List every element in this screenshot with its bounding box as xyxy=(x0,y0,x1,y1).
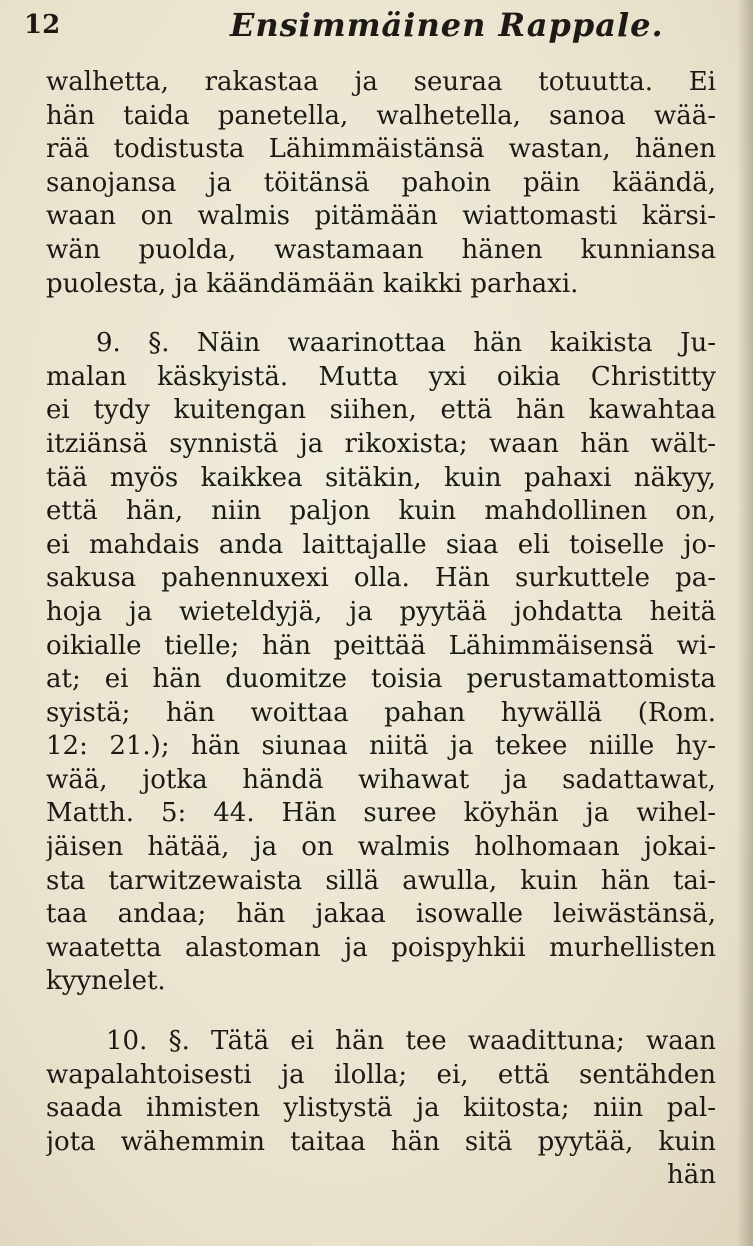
running-head: Ensimmäinen Rappale. xyxy=(230,6,664,44)
section-10-start: 10. §. Tätä ei hän tee waadittuna; waan xyxy=(106,1026,716,1057)
page-edge-shadow xyxy=(737,0,753,1246)
text-line: wapalahtoisesti ja ilolla; ei, että sentähden xyxy=(46,1059,716,1090)
text-line: hoja ja wieteldyjä, ja pyytää johdatta heitä xyxy=(46,596,716,627)
text-line: sakusa pahennuxexi olla. Hän surkuttele pa- xyxy=(46,563,716,594)
page-number: 12 xyxy=(24,10,61,40)
text-line: wää, jotka händä wihawat ja sadattawat, xyxy=(46,764,716,795)
text-line: malan käskyistä. Mutta yxi oikia Christitty xyxy=(46,361,716,392)
text-line: Matth. 5: 44. Hän suree köyhän ja wihel- xyxy=(46,798,716,829)
text-line: sta tarwitzewaista sillä awulla, kuin hän tai- xyxy=(46,865,716,896)
text-line: kyynelet. xyxy=(46,966,166,997)
text-line: wän puolda, wastamaan hänen kunniansa xyxy=(46,234,716,265)
text-line: walhetta, rakastaa ja seuraa totuutta. Ei xyxy=(46,67,716,97)
text-line: oikialle tielle; hän peittää Lähimmäisensä wi- xyxy=(46,630,716,661)
text-line: 12: 21.); hän siunaa niitä ja tekee niille hy- xyxy=(46,731,716,762)
text-line: at; ei hän duomitze toisia perustamattomista xyxy=(46,664,716,695)
text-line: tää myös kaikkea sitäkin, kuin pahaxi näkyy, xyxy=(46,462,716,493)
catchword: hän xyxy=(667,1160,716,1191)
text-line: rää todistusta Lähimmäistänsä wastan, hänen xyxy=(46,134,716,165)
text-line: saada ihmisten ylistystä ja kiitosta; niin pal- xyxy=(46,1093,716,1124)
text-line: jota wähemmin taitaa hän sitä pyytää, kuin xyxy=(46,1126,716,1157)
section-9-start: 9. §. Näin waarinottaa hän kaikista Ju- xyxy=(96,328,716,359)
text-line: jäisen hätää, ja on walmis holhomaan jokai- xyxy=(46,832,716,863)
text-line: sanojansa ja töitänsä pahoin päin käändä, xyxy=(46,167,716,198)
text-line: ei tydy kuitengan siihen, että hän kawahtaa xyxy=(46,395,716,426)
text-line: itziänsä synnistä ja rikoxista; waan hän wält- xyxy=(46,428,716,459)
page-header xyxy=(20,6,730,46)
text-line: waatetta alastoman ja poispyhkii murhellisten xyxy=(46,932,716,963)
text-line: puolesta, ja käändämään kaikki parhaxi. xyxy=(46,268,579,299)
text-line: waan on walmis pitämään wiattomasti kärsi- xyxy=(46,201,716,232)
text-line: hän taida panetella, walhetella, sanoa wää- xyxy=(46,100,716,131)
text-line: ei mahdais anda laittajalle siaa eli toiselle jo- xyxy=(46,529,716,560)
text-line: että hän, niin paljon kuin mahdollinen on, xyxy=(46,496,716,527)
text-line: syistä; hän woittaa pahan hywällä (Rom. xyxy=(46,697,716,728)
text-line: taa andaa; hän jakaa isowalle leiwästänsä, xyxy=(46,899,716,930)
paragraph-gap xyxy=(46,301,716,327)
paragraph-gap xyxy=(46,999,716,1025)
body-text xyxy=(46,66,716,1193)
